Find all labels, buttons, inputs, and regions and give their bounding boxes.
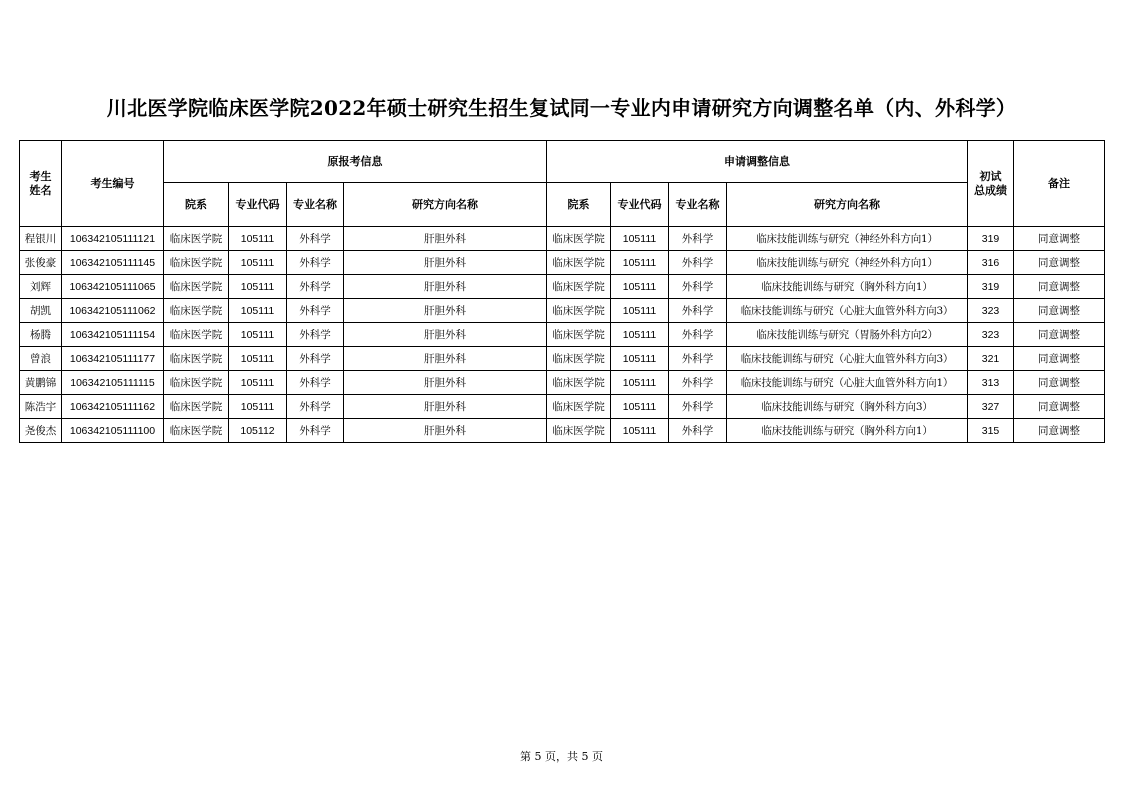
cell-name: 陈浩宇 bbox=[20, 395, 62, 419]
cell-exam-no: 106342105111177 bbox=[62, 347, 164, 371]
cell-dept-adjusted: 临床医学院 bbox=[547, 371, 611, 395]
cell-major-name: 外科学 bbox=[287, 347, 344, 371]
cell-remark: 同意调整 bbox=[1014, 347, 1105, 371]
page-footer: 第 5 页，共 5 页 bbox=[520, 750, 603, 763]
header-major-code-adjusted: 专业代码 bbox=[611, 183, 669, 227]
cell-direction-adjusted: 临床技能训练与研究（胸外科方向3） bbox=[727, 395, 968, 419]
cell-major-name: 外科学 bbox=[287, 251, 344, 275]
cell-exam-no: 106342105111062 bbox=[62, 299, 164, 323]
cell-major-code: 105111 bbox=[229, 299, 287, 323]
adjustment-table bbox=[19, 140, 1105, 443]
cell-score: 321 bbox=[968, 347, 1014, 371]
cell-major-code: 105111 bbox=[229, 347, 287, 371]
cell-major-code: 105111 bbox=[229, 323, 287, 347]
cell-direction: 肝胆外科 bbox=[344, 299, 547, 323]
cell-score: 316 bbox=[968, 251, 1014, 275]
cell-dept-adjusted: 临床医学院 bbox=[547, 323, 611, 347]
cell-dept: 临床医学院 bbox=[164, 371, 229, 395]
cell-major-name: 外科学 bbox=[287, 395, 344, 419]
cell-dept: 临床医学院 bbox=[164, 395, 229, 419]
cell-major-name-adjusted: 外科学 bbox=[669, 371, 727, 395]
cell-major-code: 105112 bbox=[229, 419, 287, 443]
cell-direction: 肝胆外科 bbox=[344, 275, 547, 299]
cell-direction-adjusted: 临床技能训练与研究（神经外科方向1） bbox=[727, 251, 968, 275]
table-row bbox=[20, 323, 1105, 347]
cell-major-name: 外科学 bbox=[287, 275, 344, 299]
header-name: 考生 姓名 bbox=[20, 141, 62, 227]
cell-major-name: 外科学 bbox=[287, 299, 344, 323]
table-row bbox=[20, 299, 1105, 323]
cell-exam-no: 106342105111162 bbox=[62, 395, 164, 419]
cell-remark: 同意调整 bbox=[1014, 323, 1105, 347]
table-row bbox=[20, 371, 1105, 395]
cell-dept: 临床医学院 bbox=[164, 419, 229, 443]
cell-dept-adjusted: 临床医学院 bbox=[547, 275, 611, 299]
cell-dept: 临床医学院 bbox=[164, 227, 229, 251]
cell-remark: 同意调整 bbox=[1014, 371, 1105, 395]
cell-dept-adjusted: 临床医学院 bbox=[547, 299, 611, 323]
cell-major-name-adjusted: 外科学 bbox=[669, 323, 727, 347]
cell-major-name-adjusted: 外科学 bbox=[669, 347, 727, 371]
cell-name: 程银川 bbox=[20, 227, 62, 251]
cell-remark: 同意调整 bbox=[1014, 299, 1105, 323]
cell-exam-no: 106342105111065 bbox=[62, 275, 164, 299]
cell-remark: 同意调整 bbox=[1014, 227, 1105, 251]
cell-direction-adjusted: 临床技能训练与研究（胸外科方向1） bbox=[727, 275, 968, 299]
cell-dept: 临床医学院 bbox=[164, 275, 229, 299]
cell-major-name: 外科学 bbox=[287, 227, 344, 251]
cell-score: 315 bbox=[968, 419, 1014, 443]
cell-direction: 肝胆外科 bbox=[344, 227, 547, 251]
cell-dept: 临床医学院 bbox=[164, 347, 229, 371]
cell-dept-adjusted: 临床医学院 bbox=[547, 347, 611, 371]
cell-major-code-adjusted: 105111 bbox=[611, 275, 669, 299]
table-row bbox=[20, 275, 1105, 299]
header-major-code: 专业代码 bbox=[229, 183, 287, 227]
cell-name: 刘辉 bbox=[20, 275, 62, 299]
header-direction-adjusted: 研究方向名称 bbox=[727, 183, 968, 227]
cell-name: 张俊豪 bbox=[20, 251, 62, 275]
cell-exam-no: 106342105111100 bbox=[62, 419, 164, 443]
cell-remark: 同意调整 bbox=[1014, 395, 1105, 419]
cell-major-name-adjusted: 外科学 bbox=[669, 275, 727, 299]
cell-dept-adjusted: 临床医学院 bbox=[547, 227, 611, 251]
cell-dept-adjusted: 临床医学院 bbox=[547, 251, 611, 275]
cell-direction: 肝胆外科 bbox=[344, 251, 547, 275]
cell-score: 327 bbox=[968, 395, 1014, 419]
cell-direction-adjusted: 临床技能训练与研究（胸外科方向1） bbox=[727, 419, 968, 443]
cell-name: 尧俊杰 bbox=[20, 419, 62, 443]
header-dept: 院系 bbox=[164, 183, 229, 227]
cell-name: 曾浪 bbox=[20, 347, 62, 371]
cell-direction: 肝胆外科 bbox=[344, 323, 547, 347]
table-row bbox=[20, 251, 1105, 275]
cell-major-code: 105111 bbox=[229, 395, 287, 419]
cell-major-code: 105111 bbox=[229, 275, 287, 299]
cell-major-code-adjusted: 105111 bbox=[611, 347, 669, 371]
cell-remark: 同意调整 bbox=[1014, 419, 1105, 443]
cell-major-name-adjusted: 外科学 bbox=[669, 419, 727, 443]
cell-major-name-adjusted: 外科学 bbox=[669, 227, 727, 251]
cell-major-code-adjusted: 105111 bbox=[611, 395, 669, 419]
table-row bbox=[20, 395, 1105, 419]
cell-direction-adjusted: 临床技能训练与研究（心脏大血管外科方向3） bbox=[727, 299, 968, 323]
cell-direction-adjusted: 临床技能训练与研究（心脏大血管外科方向3） bbox=[727, 347, 968, 371]
cell-major-code: 105111 bbox=[229, 371, 287, 395]
cell-dept: 临床医学院 bbox=[164, 251, 229, 275]
cell-score: 319 bbox=[968, 275, 1014, 299]
cell-remark: 同意调整 bbox=[1014, 275, 1105, 299]
cell-exam-no: 106342105111145 bbox=[62, 251, 164, 275]
cell-major-code-adjusted: 105111 bbox=[611, 323, 669, 347]
cell-name: 杨腾 bbox=[20, 323, 62, 347]
header-dept-adjusted: 院系 bbox=[547, 183, 611, 227]
cell-score: 313 bbox=[968, 371, 1014, 395]
cell-major-code-adjusted: 105111 bbox=[611, 371, 669, 395]
header-exam-no: 考生编号 bbox=[62, 141, 164, 227]
cell-dept: 临床医学院 bbox=[164, 299, 229, 323]
cell-major-name-adjusted: 外科学 bbox=[669, 299, 727, 323]
table-row bbox=[20, 347, 1105, 371]
cell-dept-adjusted: 临床医学院 bbox=[547, 419, 611, 443]
cell-score: 323 bbox=[968, 299, 1014, 323]
table-row bbox=[20, 419, 1105, 443]
cell-major-name: 外科学 bbox=[287, 323, 344, 347]
cell-major-code: 105111 bbox=[229, 227, 287, 251]
header-major-name-adjusted: 专业名称 bbox=[669, 183, 727, 227]
table-row bbox=[20, 227, 1105, 251]
cell-major-code-adjusted: 105111 bbox=[611, 227, 669, 251]
header-adjust-group: 申请调整信息 bbox=[547, 141, 968, 183]
page-title: 川北医学院临床医学院2022年硕士研究生招生复试同一专业内申请研究方向调整名单（内、外科学） bbox=[106, 96, 1017, 120]
cell-exam-no: 106342105111121 bbox=[62, 227, 164, 251]
header-score: 初试 总成绩 bbox=[968, 141, 1014, 227]
cell-name: 胡凯 bbox=[20, 299, 62, 323]
header-original-group: 原报考信息 bbox=[164, 141, 547, 183]
cell-direction-adjusted: 临床技能训练与研究（心脏大血管外科方向1） bbox=[727, 371, 968, 395]
cell-major-name-adjusted: 外科学 bbox=[669, 251, 727, 275]
cell-exam-no: 106342105111154 bbox=[62, 323, 164, 347]
cell-major-name: 外科学 bbox=[287, 419, 344, 443]
header-major-name: 专业名称 bbox=[287, 183, 344, 227]
cell-major-code-adjusted: 105111 bbox=[611, 251, 669, 275]
cell-dept: 临床医学院 bbox=[164, 323, 229, 347]
cell-major-name-adjusted: 外科学 bbox=[669, 395, 727, 419]
cell-direction: 肝胆外科 bbox=[344, 395, 547, 419]
cell-direction: 肝胆外科 bbox=[344, 347, 547, 371]
cell-name: 黄鹏锦 bbox=[20, 371, 62, 395]
cell-direction: 肝胆外科 bbox=[344, 371, 547, 395]
cell-major-code-adjusted: 105111 bbox=[611, 299, 669, 323]
cell-major-name: 外科学 bbox=[287, 371, 344, 395]
cell-major-code: 105111 bbox=[229, 251, 287, 275]
cell-exam-no: 106342105111115 bbox=[62, 371, 164, 395]
cell-major-code-adjusted: 105111 bbox=[611, 419, 669, 443]
cell-dept-adjusted: 临床医学院 bbox=[547, 395, 611, 419]
cell-direction-adjusted: 临床技能训练与研究（胃肠外科方向2） bbox=[727, 323, 968, 347]
cell-direction-adjusted: 临床技能训练与研究（神经外科方向1） bbox=[727, 227, 968, 251]
header-remark: 备注 bbox=[1014, 141, 1105, 227]
cell-direction: 肝胆外科 bbox=[344, 419, 547, 443]
cell-score: 323 bbox=[968, 323, 1014, 347]
cell-score: 319 bbox=[968, 227, 1014, 251]
cell-remark: 同意调整 bbox=[1014, 251, 1105, 275]
header-direction: 研究方向名称 bbox=[344, 183, 547, 227]
